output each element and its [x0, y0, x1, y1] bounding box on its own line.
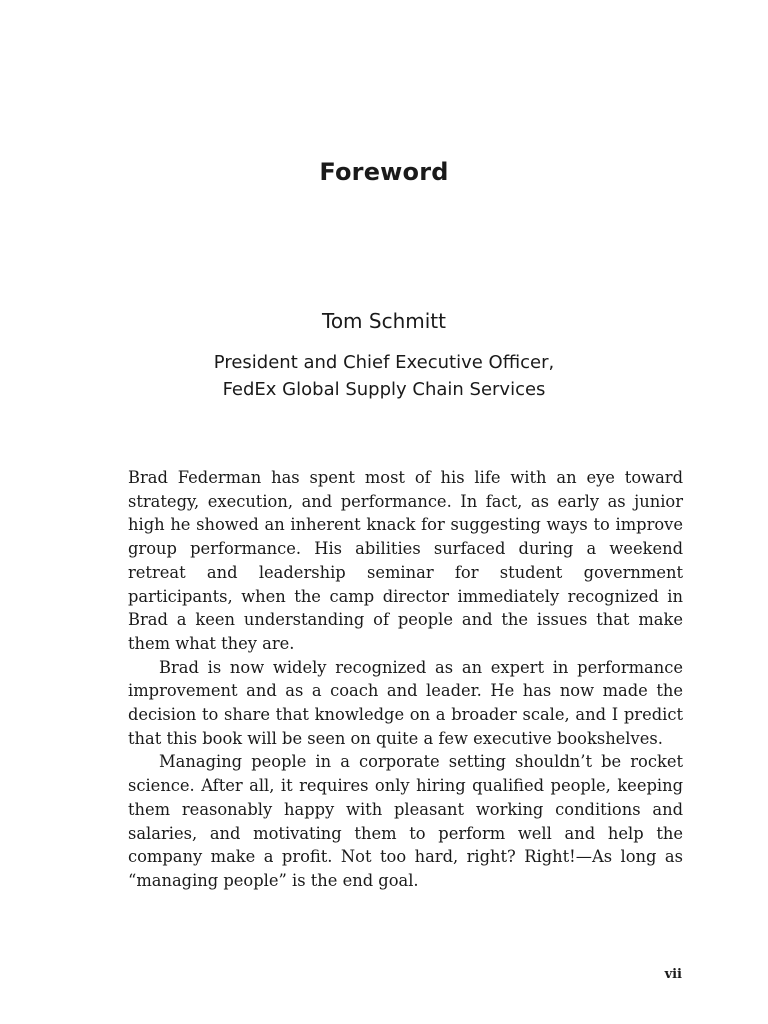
page-number: vii	[664, 967, 682, 982]
author-title-line-2: FedEx Global Supply Chain Services	[222, 379, 546, 400]
author-name: Tom Schmitt	[322, 309, 446, 333]
paragraph-2: Brad is now widely recognized as an expert in performance improvement and as a coach and leader. He has now made the decision to share that knowledge on a broader scale, and I predict that this book will be seen on quite a few executive bookshelves.	[128, 657, 683, 748]
chapter-heading: Foreword	[319, 158, 449, 186]
author-affiliation	[0, 349, 768, 403]
paragraph-3: Managing people in a corporate setting shouldn’t be rocket science. After all, it requires only hiring qualified people, keeping them reasonably happy with pleasant working conditions and salaries, and motivating them to perform well and help the company make a profit. Not too hard, right? Right!—As long as “managing people” is the end goal.	[128, 752, 683, 890]
paragraph-1: Brad Federman has spent most of his life with an eye toward strategy, execution, and performance. In fact, as early as junior high he showed an inherent knack for suggesting ways to improve group performance. His abilities surfaced during a weekend retreat and leadership seminar for student government participants, when the camp director immediately recognized in Brad a keen understanding of people and the issues that make them what they are.	[128, 468, 683, 653]
foreword-body	[128, 466, 683, 893]
author-title-line-1: President and Chief Executive Officer,	[213, 352, 555, 373]
